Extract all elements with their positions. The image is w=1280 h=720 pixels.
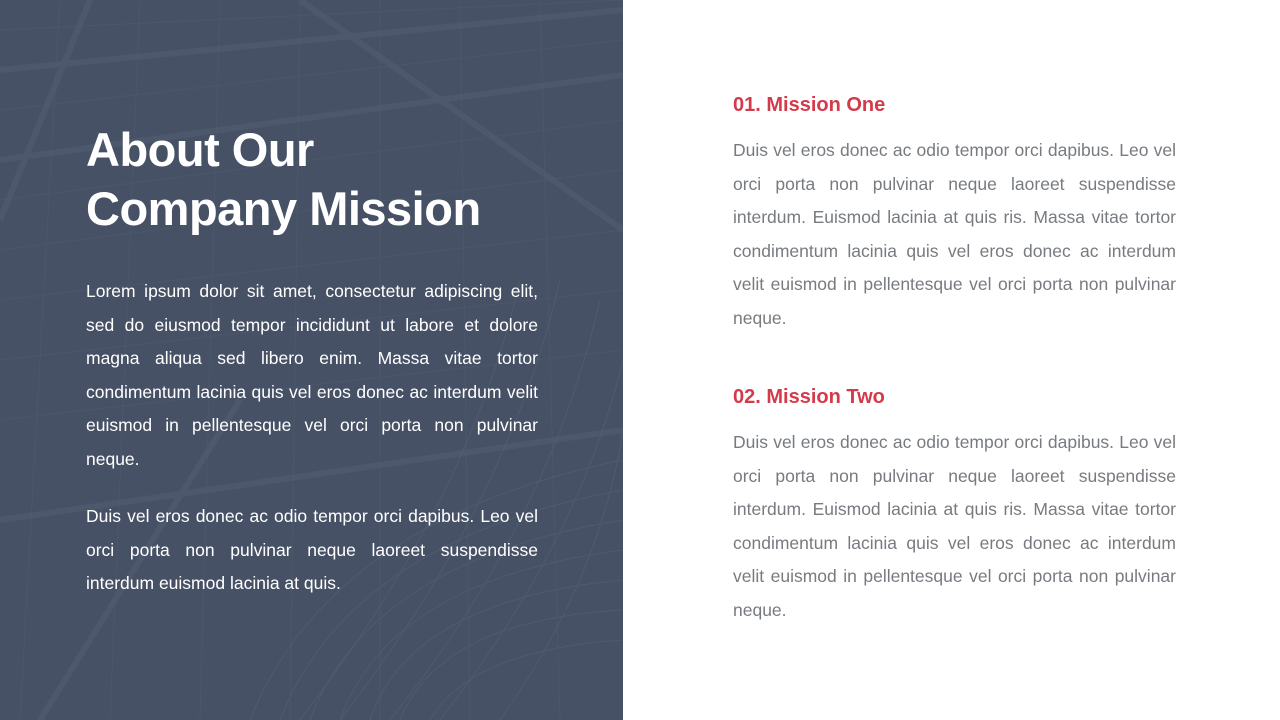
mission-one-title: 01. Mission One	[733, 94, 886, 116]
page-title-line-2: Company Mission	[86, 182, 481, 235]
mission-two-block	[733, 382, 1176, 628]
page-title-line-1: About Our	[86, 123, 314, 176]
mission-two-title: 02. Mission Two	[733, 386, 885, 408]
left-panel	[0, 0, 623, 720]
mission-one-block	[733, 90, 1176, 336]
intro-paragraph: Lorem ipsum dolor sit amet, consectetur adipiscing elit, sed do eiusmod tempor incididunt ut labore et dolore magna aliqua sed libero enim. Massa vitae tortor condimentum lacinia quis vel eros donec ac interdum velit euismod in pellentesque vel orci porta non pulvinar neque.	[86, 281, 538, 469]
secondary-paragraph: Duis vel eros donec ac odio tempor orci dapibus. Leo vel orci porta non pulvinar neque laoreet suspendisse interdum euismod lacinia at quis.	[86, 506, 538, 594]
mission-two-text: Duis vel eros donec ac odio tempor orci dapibus. Leo vel orci porta non pulvinar neque laoreet suspendisse interdum. Euismod lacinia at quis ris. Massa vitae tortor condimentum lacinia quis vel eros donec ac interdum velit euismod in pellentesque vel orci porta non pulvinar neque.	[733, 432, 1176, 620]
mission-one-text: Duis vel eros donec ac odio tempor orci dapibus. Leo vel orci porta non pulvinar neque laoreet suspendisse interdum. Euismod lacinia at quis ris. Massa vitae tortor condimentum lacinia quis vel eros donec ac interdum velit euismod in pellentesque vel orci porta non pulvinar neque.	[733, 140, 1176, 328]
page-title	[86, 120, 556, 238]
